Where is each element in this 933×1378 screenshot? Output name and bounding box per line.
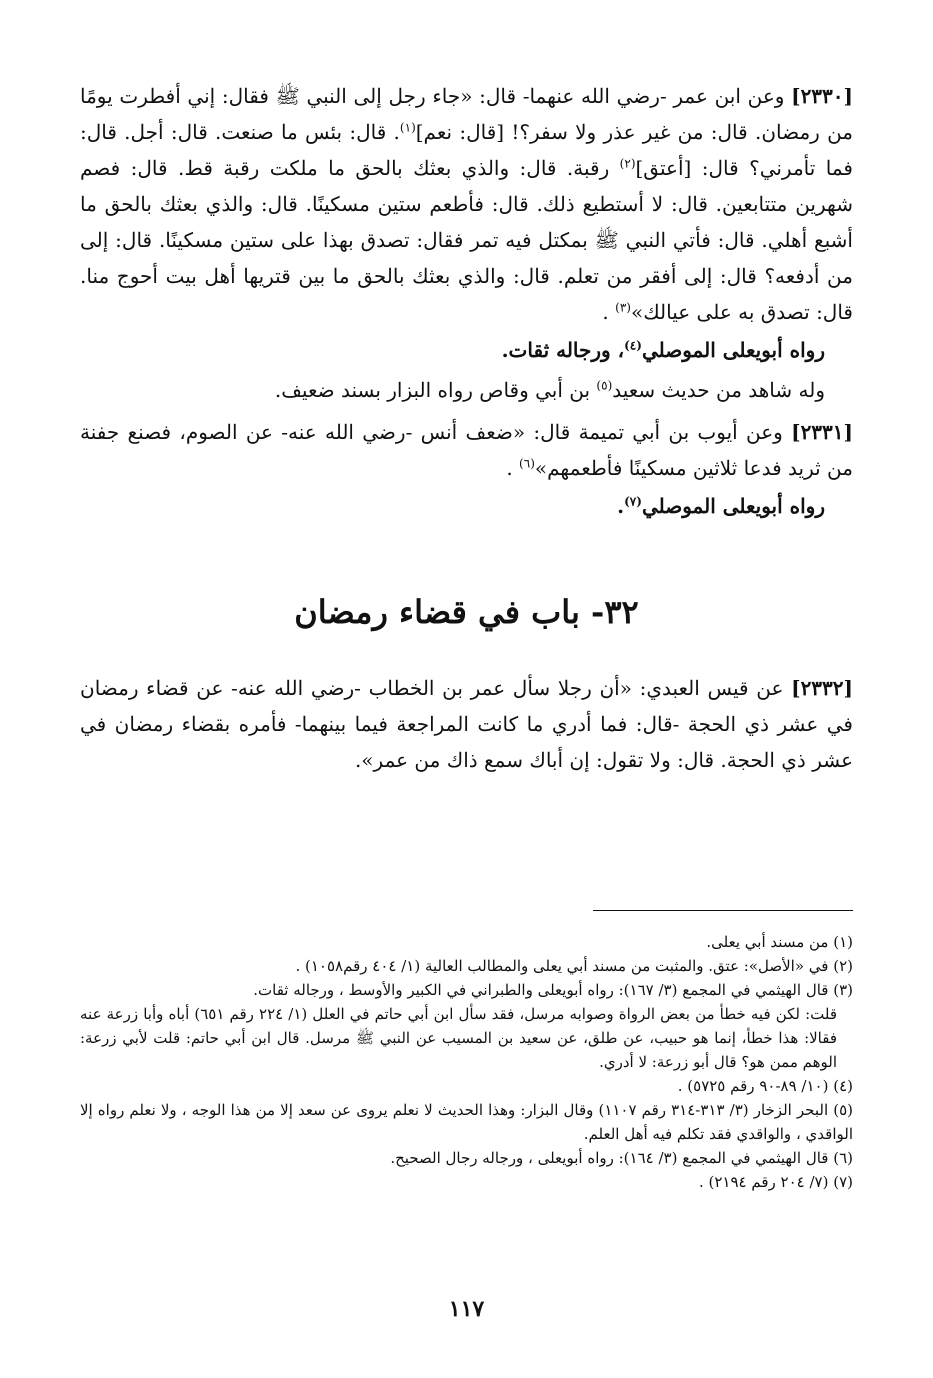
hadith-number: [٢٣٣١] <box>791 420 853 444</box>
footnote-3-continuation: قلت: لكن فيه خطأ من بعض الرواة وصوابه مرسل، فقد سأل ابن أبي حاتم في العلل (١/ ٢٢٤ رقم ٦٥١) أباه وأبا زرعة عنه فقالا: هذا خطأ، إنما هو حبيب، عن طلق، عن سعيد بن المسيب عن النبي ﷺ مرسل. قال ابن أبي حاتم: قلت لأبي زرعة: الوهم ممن هو؟ قال أبو زرعة: لا أدري. <box>80 1005 838 1071</box>
footnote-ref[interactable]: (١) <box>399 120 416 135</box>
attribution-2331 <box>80 486 853 526</box>
hadith-number: [٢٣٣٢] <box>791 676 853 700</box>
attribution-text: رواه أبويعلى الموصلي <box>641 494 825 518</box>
footnote-1: (١) من مسند أبي يعلى. <box>706 933 853 951</box>
footnote-4: (٤) (١٠/ ٨٩-٩٠ رقم ٥٧٢٥) . <box>677 1077 853 1095</box>
hadith-text: رقبة. قال: والذي بعثك بالحق ما ملكت رقبة قط. قال: فصم شهرين متتابعين. قال: لا أستطيع ذلك. قال: فأطعم ستين مسكينًا. قال: والذي بعثك بالحق ما أشبع أهلي. قال: فأتي النبي ﷺ بمكتل فيه تمر فقال: تصدق بهذا على ستين مسكينًا. قال: إلى من أدفعه؟ قال: إلى أفقر من تعلم. قال: والذي بعثك بالحق ما بين قتريها أهل بيت أحوج منا. قال: تصدق به على عيالك» <box>80 156 853 324</box>
page-body <box>80 78 853 778</box>
chapter-title: ٣٢- باب في قضاء رمضان <box>294 593 639 631</box>
hadith-number: [٢٣٣٠] <box>791 84 853 108</box>
footnote-6: (٦) قال الهيثمي في المجمع (٣/ ١٦٤): رواه أبويعلى ، ورجاله رجال الصحيح. <box>390 1149 853 1167</box>
footnote-5: (٥) البحر الزخار (٣/ ٣١٣-٣١٤ رقم ١١٠٧) وقال البزار: وهذا الحديث لا نعلم يروى عن سعد إلا من هذا الوجه ، ولا نعلم رواه إلا الواقدي ، والواقدي فقد تكلم فيه أهل العلم. <box>80 1101 853 1143</box>
hadith-text: . <box>602 300 616 324</box>
hadith-text: وعن أيوب بن أبي تميمة قال: «ضعف أنس -رضي الله عنه- عن الصوم، فصنع جفنة من ثريد فدعا ثلاثين مسكينًا فأطعمهم» <box>80 420 853 480</box>
footnote-ref[interactable]: (٦) <box>519 456 535 471</box>
hadith-text: . قال: بئس ما صنعت. قال: أجل. قال: فما تأمرني؟ قال: [أعتق] <box>80 120 853 180</box>
footnote-ref[interactable]: (٧) <box>624 494 642 509</box>
footnote-ref[interactable]: (٢) <box>619 156 636 171</box>
page-number: ١١٧ <box>448 1296 485 1322</box>
hadith-2330 <box>80 78 853 330</box>
hadith-text: عن قيس العبدي: «أن رجلا سأل عمر بن الخطاب -رضي الله عنه- عن قضاء رمضان في عشر ذي الحجة -قال: فما أدري ما كانت المراجعة فيما بينهما- فأمره بقضاء رمضان في عشر ذي الحجة. قال: ولا تقول: إن أباك سمع ذاك من عمر». <box>80 676 853 772</box>
hadith-text: وعن ابن عمر -رضي الله عنهما- قال: «جاء رجل إلى النبي ﷺ فقال: إني أفطرت يومًا من رمضان. قال: من غير عذر ولا سفر؟! [قال: نعم] <box>80 84 854 144</box>
footnote-ref[interactable]: (٤) <box>624 338 642 353</box>
footnotes <box>80 930 853 1194</box>
hadith-2331 <box>80 414 853 486</box>
footnote-ref[interactable]: (٣) <box>615 300 631 315</box>
attribution-text: ، ورجاله ثقات. <box>501 338 625 362</box>
attribution-text: رواه أبويعلى الموصلي <box>641 338 825 362</box>
footnote-3: (٣) قال الهيثمي في المجمع (٣/ ١٦٧): رواه أبويعلى والطبراني في الكبير والأوسط ، ورجاله ثقات. <box>253 981 853 999</box>
attribution-text: . <box>617 494 625 518</box>
witness-line <box>80 370 853 410</box>
attribution-2330 <box>80 330 853 370</box>
footnote-2: (٢) في «الأصل»: عتق. والمثبت من مسند أبي يعلى والمطالب العالية (١/ ٤٠٤ رقم١٠٥٨) . <box>295 957 853 975</box>
footnote-7: (٧) (٧/ ٢٠٤ رقم ٢١٩٤) . <box>698 1173 853 1191</box>
footnote-divider <box>593 910 853 911</box>
hadith-text: . <box>506 456 520 480</box>
witness-text: بن أبي وقاص رواه البزار بسند ضعيف. <box>274 378 597 402</box>
footnote-ref[interactable]: (٥) <box>596 378 613 393</box>
witness-text: وله شاهد من حديث سعيد <box>612 378 825 402</box>
hadith-2332 <box>80 670 853 778</box>
